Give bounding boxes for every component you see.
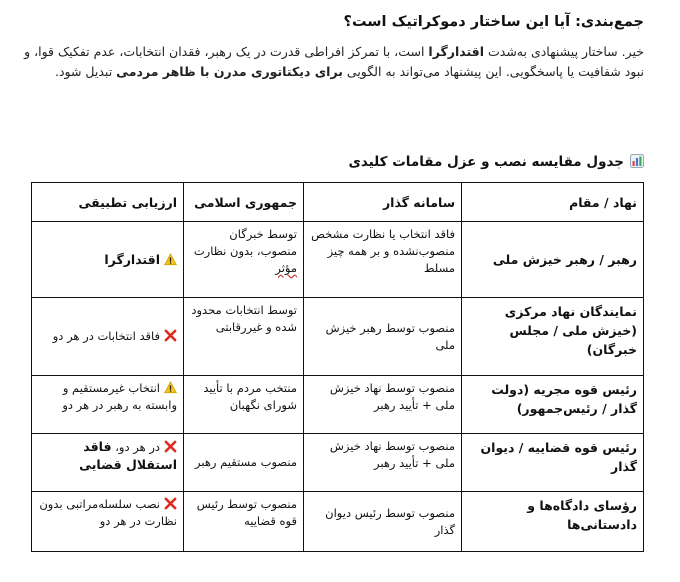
cell-ir: منصوب توسط رئیس قوه قضاییه [184, 492, 304, 552]
table-row [32, 298, 644, 376]
eval-text: فاقد انتخابات در هر دو [52, 329, 160, 343]
cross-icon [164, 329, 177, 342]
cell-gozar: منصوب توسط رئیس دیوان گذار [304, 492, 462, 552]
cell-ir: منصوب مستقیم رهبر [184, 434, 304, 492]
summary-text-1: خیر. ساختار پیشنهادی به‌شدت [484, 44, 644, 59]
table-row [32, 376, 644, 434]
cell-org: رئیس قوه مجریه (دولت گذار / رئیس‌جمهور) [462, 376, 644, 434]
summary-heading: جمع‌بندی: آیا این ساختار دموکراتیک است؟ [343, 14, 644, 30]
bar-chart-icon [630, 154, 644, 168]
cell-org: نمایندگان نهاد مرکزی (خیزش ملی / مجلس خبرگان) [462, 298, 644, 376]
cell-gozar: منصوب توسط نهاد خیزش ملی + تأیید رهبر [304, 376, 462, 434]
header-eval: ارزیابی تطبیقی [32, 183, 184, 222]
warning-icon [164, 253, 177, 266]
summary-paragraph [24, 42, 644, 82]
table-row [32, 492, 644, 552]
cell-ir: منتخب مردم با تأیید شورای نگهبان [184, 376, 304, 434]
header-org: نهاد / مقام [462, 183, 644, 222]
table-header-row [32, 183, 644, 222]
eval-text: نصب سلسله‌مراتبی بدون نظارت در هر دو [39, 497, 177, 528]
header-ir: جمهوری اسلامی [184, 183, 304, 222]
eval-text: در هر دو، [111, 440, 160, 454]
cell-eval [32, 376, 184, 434]
cell-org: رئیس قوه قضاییه / دیوان گذار [462, 434, 644, 492]
table-row [32, 222, 644, 298]
header-gozar: سامانه گذار [304, 183, 462, 222]
cell-gozar: فاقد انتخاب یا نظارت مشخص منصوب‌نشده و بر همه چیز مسلط [304, 222, 462, 298]
cell-eval [32, 222, 184, 298]
table-heading-text: جدول مقایسه نصب و عزل مقامات کلیدی [348, 154, 624, 170]
cell-org: رهبر / رهبر خیزش ملی [462, 222, 644, 298]
cell-org: رؤسای دادگاه‌ها و دادستانی‌ها [462, 492, 644, 552]
cell-ir: توسط انتخابات محدود شده و غیررقابتی [184, 298, 304, 376]
table-heading [24, 152, 644, 172]
eval-text: اقتدارگرا [104, 252, 160, 267]
summary-text-3: تبدیل شود. [54, 64, 117, 79]
comparison-table [31, 182, 644, 552]
warning-icon [164, 381, 177, 394]
cell-ir [184, 222, 304, 298]
cell-gozar: منصوب توسط رهبر خیزش ملی [304, 298, 462, 376]
cell-eval [32, 298, 184, 376]
eval-bold: فاقد استقلال قضایی [79, 439, 177, 472]
summary-text-2: است، با تمرکز افراطی قدرت در یک رهبر، فقدان انتخابات، عدم تفکیک قوا، و نبود شفافیت یا پاسخگویی. این پیشنهاد می‌تواند به الگویی [24, 44, 644, 79]
cell-ir-text: توسط خبرگان منصوب، بدون نظارت [193, 227, 297, 258]
cell-ir-underlined: مؤثر [275, 261, 297, 275]
cell-gozar: منصوب توسط نهاد خیزش ملی + تأیید رهبر [304, 434, 462, 492]
cell-eval [32, 434, 184, 492]
summary-bold-2: برای دیکتاتوری مدرن با ظاهر مردمی [116, 64, 343, 79]
cross-icon [164, 497, 177, 510]
cell-eval [32, 492, 184, 552]
cross-icon [164, 440, 177, 453]
eval-text: انتخاب غیرمستقیم و وابسته به رهبر در هر دو [62, 381, 177, 412]
summary-bold-1: اقتدارگرا [428, 44, 485, 59]
table-row [32, 434, 644, 492]
